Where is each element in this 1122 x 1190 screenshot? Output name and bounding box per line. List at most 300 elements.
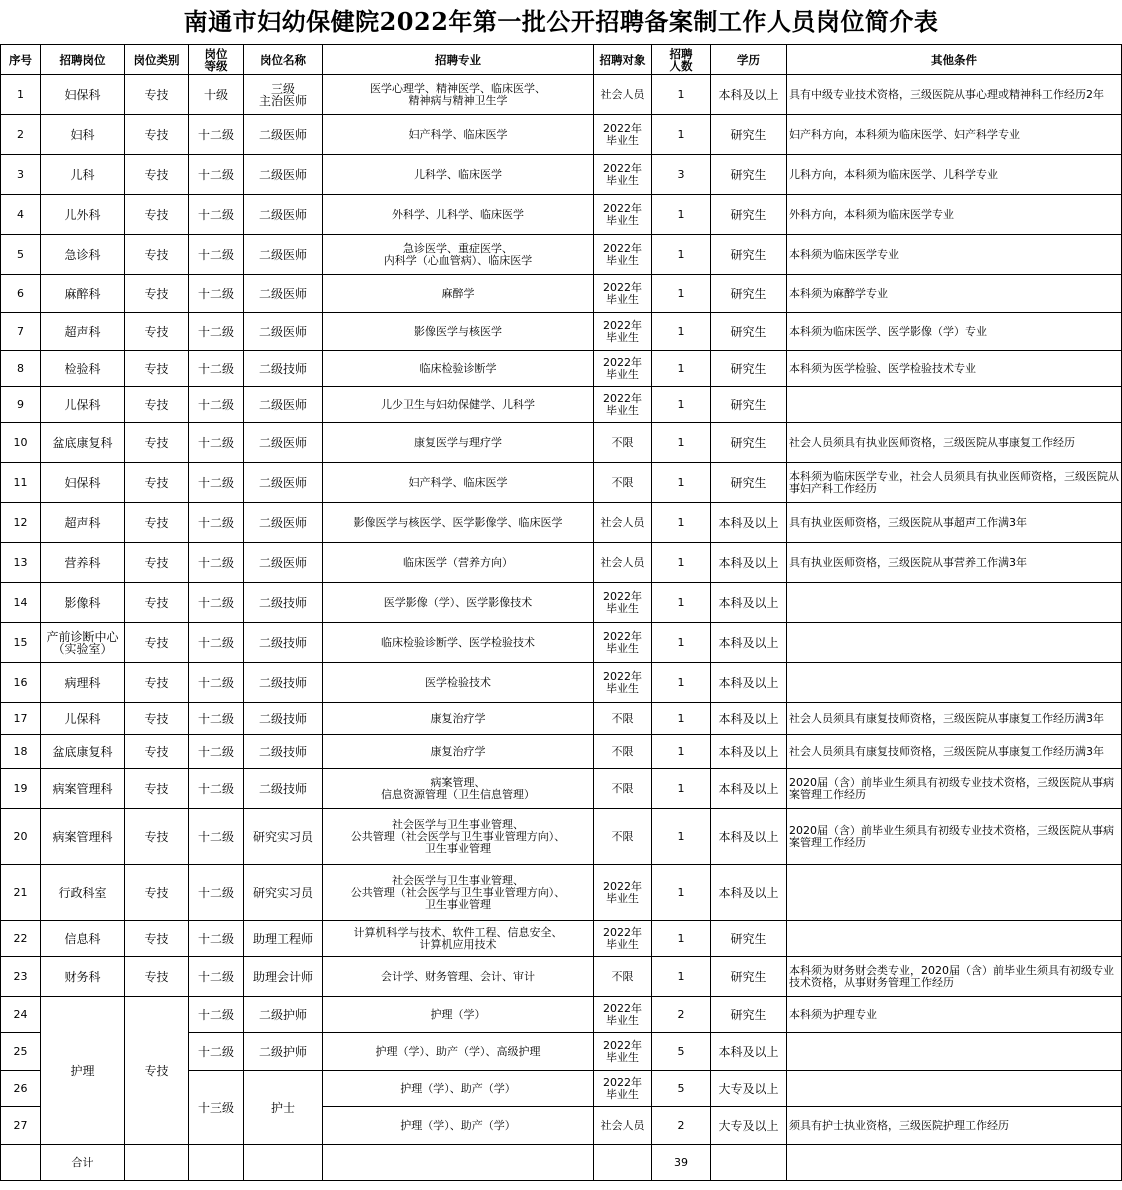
- row-post-name: 研究实习员: [244, 809, 323, 865]
- row-conditions: [787, 623, 1122, 663]
- row-level: 十二级: [189, 423, 244, 463]
- row-target: 不限: [594, 957, 652, 997]
- row-conditions: 具有中级专业技术资格，三级医院从事心理或精神科工作经历2年: [787, 75, 1122, 115]
- row-conditions: [787, 865, 1122, 921]
- row-no: 1: [1, 75, 41, 115]
- row-category: 专技: [125, 313, 189, 351]
- row-education: 本科及以上: [711, 503, 787, 543]
- total-empty-cell: [125, 1145, 189, 1181]
- row-major: 临床检验诊断学、医学检验技术: [323, 623, 594, 663]
- row-conditions: 具有执业医师资格，三级医院从事超声工作满3年: [787, 503, 1122, 543]
- row-major: 康复治疗学: [323, 703, 594, 735]
- row-category: 专技: [125, 865, 189, 921]
- row-conditions: 具有执业医师资格，三级医院从事营养工作满3年: [787, 543, 1122, 583]
- row-count: 3: [652, 155, 711, 195]
- row-post: 盆底康复科: [41, 735, 125, 769]
- row-education: 研究生: [711, 957, 787, 997]
- row-no: 23: [1, 957, 41, 997]
- row-count: 1: [652, 115, 711, 155]
- total-empty-cell: [189, 1145, 244, 1181]
- header-target: 招聘对象: [594, 45, 652, 75]
- page-title: 南通市妇幼保健院2022年第一批公开招聘备案制工作人员岗位简介表: [183, 7, 939, 36]
- row-count: 1: [652, 423, 711, 463]
- row-post: 妇保科: [41, 463, 125, 503]
- row-education: 研究生: [711, 195, 787, 235]
- row-major: 临床医学（营养方向）: [323, 543, 594, 583]
- row-count: 1: [652, 351, 711, 387]
- row-major: 社会医学与卫生事业管理、 公共管理（社会医学与卫生事业管理方向）、 卫生事业管理: [323, 809, 594, 865]
- row-post-name: 助理工程师: [244, 921, 323, 957]
- row-education: 研究生: [711, 463, 787, 503]
- table-row: [1, 623, 1122, 663]
- row-level: 十二级: [189, 155, 244, 195]
- row-major: 会计学、财务管理、会计、审计: [323, 957, 594, 997]
- row-no: 15: [1, 623, 41, 663]
- row-major: 儿科学、临床医学: [323, 155, 594, 195]
- row-post: 麻醉科: [41, 275, 125, 313]
- row-post-name: 二级技师: [244, 769, 323, 809]
- table-row: [1, 351, 1122, 387]
- row-category: 专技: [125, 75, 189, 115]
- row-target: 社会人员: [594, 503, 652, 543]
- row-no: 8: [1, 351, 41, 387]
- row-post-name: 二级医师: [244, 423, 323, 463]
- row-post-name: 二级技师: [244, 583, 323, 623]
- row-education: 研究生: [711, 997, 787, 1033]
- row-no: 17: [1, 703, 41, 735]
- row-category: 专技: [125, 809, 189, 865]
- row-count: 1: [652, 663, 711, 703]
- table-row: [1, 503, 1122, 543]
- table-row: [1, 769, 1122, 809]
- row-count: 1: [652, 235, 711, 275]
- header-education: 学历: [711, 45, 787, 75]
- row-count: 5: [652, 1033, 711, 1071]
- row-major: 医学检验技术: [323, 663, 594, 703]
- row-post: 儿外科: [41, 195, 125, 235]
- row-post: 妇保科: [41, 75, 125, 115]
- row-education: 研究生: [711, 115, 787, 155]
- row-level: 十二级: [189, 735, 244, 769]
- row-post-name: 二级医师: [244, 387, 323, 423]
- row-category: 专技: [125, 463, 189, 503]
- table-row: [1, 735, 1122, 769]
- table-row: [1, 583, 1122, 623]
- recruitment-table: [0, 44, 1122, 1181]
- row-level: 十二级: [189, 623, 244, 663]
- row-post-name: 助理会计师: [244, 957, 323, 997]
- row-no: 9: [1, 387, 41, 423]
- row-target: 社会人员: [594, 75, 652, 115]
- row-education: 研究生: [711, 423, 787, 463]
- row-post-name: 二级医师: [244, 235, 323, 275]
- row-post: 儿保科: [41, 387, 125, 423]
- row-post: 行政科室: [41, 865, 125, 921]
- row-major: 护理（学）、助产（学）: [323, 1107, 594, 1145]
- row-no: 5: [1, 235, 41, 275]
- row-major: 护理（学）、助产（学）: [323, 1071, 594, 1107]
- row-post-name: 二级医师: [244, 115, 323, 155]
- row-education: 本科及以上: [711, 703, 787, 735]
- row-major: 妇产科学、临床医学: [323, 115, 594, 155]
- row-post: 产前诊断中心 （实验室）: [41, 623, 125, 663]
- table-row: [1, 865, 1122, 921]
- header-level: 岗位 等级: [189, 45, 244, 75]
- row-target: 不限: [594, 735, 652, 769]
- row-post: 营养科: [41, 543, 125, 583]
- row-level: 十二级: [189, 235, 244, 275]
- row-conditions: [787, 1071, 1122, 1107]
- row-conditions: [787, 387, 1122, 423]
- row-post: 病理科: [41, 663, 125, 703]
- row-post-name: 二级护师: [244, 997, 323, 1033]
- nursing-category: 专技: [125, 997, 189, 1145]
- row-level: 十二级: [189, 957, 244, 997]
- row-target: 2022年 毕业生: [594, 115, 652, 155]
- table-row: [1, 115, 1122, 155]
- row-post-name: 研究实习员: [244, 865, 323, 921]
- row-major: 医学心理学、精神医学、临床医学、 精神病与精神卫生学: [323, 75, 594, 115]
- row-count: 1: [652, 387, 711, 423]
- row-post-name: 二级技师: [244, 623, 323, 663]
- table-row: [1, 195, 1122, 235]
- row-target: 不限: [594, 423, 652, 463]
- row-major: 社会医学与卫生事业管理、 公共管理（社会医学与卫生事业管理方向）、 卫生事业管理: [323, 865, 594, 921]
- row-target: 2022年 毕业生: [594, 921, 652, 957]
- row-conditions: 社会人员须具有康复技师资格，三级医院从事康复工作经历满3年: [787, 703, 1122, 735]
- row-level: 十二级: [189, 921, 244, 957]
- row-category: 专技: [125, 735, 189, 769]
- row-category: 专技: [125, 957, 189, 997]
- row-major: 康复医学与理疗学: [323, 423, 594, 463]
- row-major: 影像医学与核医学、医学影像学、临床医学: [323, 503, 594, 543]
- row-major: 医学影像（学）、医学影像技术: [323, 583, 594, 623]
- row-target: 2022年 毕业生: [594, 663, 652, 703]
- table-row: [1, 313, 1122, 351]
- row-education: 研究生: [711, 155, 787, 195]
- row-education: 本科及以上: [711, 735, 787, 769]
- header-no: 序号: [1, 45, 41, 75]
- row-education: 大专及以上: [711, 1071, 787, 1107]
- row-conditions: 本科须为临床医学专业，社会人员须具有执业医师资格，三级医院从事妇产科工作经历: [787, 463, 1122, 503]
- nursing-level: 十三级: [189, 1071, 244, 1145]
- row-post-name: 二级医师: [244, 275, 323, 313]
- row-category: 专技: [125, 921, 189, 957]
- row-target: 2022年 毕业生: [594, 235, 652, 275]
- row-target: 不限: [594, 703, 652, 735]
- header-major: 招聘专业: [323, 45, 594, 75]
- row-post-name: 二级医师: [244, 155, 323, 195]
- row-count: 1: [652, 703, 711, 735]
- row-level: 十二级: [189, 351, 244, 387]
- row-no: 4: [1, 195, 41, 235]
- row-major: 妇产科学、临床医学: [323, 463, 594, 503]
- row-education: 研究生: [711, 387, 787, 423]
- row-no: 26: [1, 1071, 41, 1107]
- row-target: 不限: [594, 463, 652, 503]
- row-count: 1: [652, 275, 711, 313]
- total-empty-cell: [711, 1145, 787, 1181]
- row-target: 2022年 毕业生: [594, 155, 652, 195]
- row-conditions: 社会人员须具有执业医师资格，三级医院从事康复工作经历: [787, 423, 1122, 463]
- total-empty-cell: [244, 1145, 323, 1181]
- row-post: 妇科: [41, 115, 125, 155]
- row-level: 十二级: [189, 195, 244, 235]
- row-no: 18: [1, 735, 41, 769]
- row-conditions: [787, 1033, 1122, 1071]
- row-conditions: 2020届（含）前毕业生须具有初级专业技术资格，三级医院从事病案管理工作经历: [787, 809, 1122, 865]
- table-row: [1, 921, 1122, 957]
- header-count: 招聘 人数: [652, 45, 711, 75]
- row-conditions: 外科方向，本科须为临床医学专业: [787, 195, 1122, 235]
- row-level: 十二级: [189, 115, 244, 155]
- row-no: 16: [1, 663, 41, 703]
- row-post-name: 二级医师: [244, 195, 323, 235]
- row-post: 信息科: [41, 921, 125, 957]
- row-post: 急诊科: [41, 235, 125, 275]
- row-education: 大专及以上: [711, 1107, 787, 1145]
- row-level: 十二级: [189, 703, 244, 735]
- row-education: 本科及以上: [711, 865, 787, 921]
- table-row: [1, 155, 1122, 195]
- row-post-name: 二级技师: [244, 351, 323, 387]
- row-post: 超声科: [41, 313, 125, 351]
- row-count: 1: [652, 463, 711, 503]
- table-row: [1, 423, 1122, 463]
- total-empty-cell: [323, 1145, 594, 1181]
- row-target: 社会人员: [594, 543, 652, 583]
- table-row: [1, 275, 1122, 313]
- row-education: 本科及以上: [711, 809, 787, 865]
- row-target: 2022年 毕业生: [594, 1071, 652, 1107]
- row-major: 护理（学）: [323, 997, 594, 1033]
- row-level: 十二级: [189, 1033, 244, 1071]
- row-no: 22: [1, 921, 41, 957]
- nursing-post-name: 护士: [244, 1071, 323, 1145]
- row-target: 不限: [594, 769, 652, 809]
- row-no: 20: [1, 809, 41, 865]
- row-count: 1: [652, 75, 711, 115]
- row-conditions: 本科须为护理专业: [787, 997, 1122, 1033]
- row-level: 十二级: [189, 503, 244, 543]
- row-major: 计算机科学与技术、软件工程、信息安全、 计算机应用技术: [323, 921, 594, 957]
- row-level: 十二级: [189, 463, 244, 503]
- row-count: 1: [652, 623, 711, 663]
- table-row: [1, 543, 1122, 583]
- row-no: 24: [1, 997, 41, 1033]
- row-education: 研究生: [711, 921, 787, 957]
- row-conditions: 社会人员须具有康复技师资格，三级医院从事康复工作经历满3年: [787, 735, 1122, 769]
- row-category: 专技: [125, 423, 189, 463]
- row-target: 2022年 毕业生: [594, 1033, 652, 1071]
- table-row: [1, 463, 1122, 503]
- row-post-name: 二级护师: [244, 1033, 323, 1071]
- row-category: 专技: [125, 503, 189, 543]
- row-no: 12: [1, 503, 41, 543]
- row-target: 2022年 毕业生: [594, 275, 652, 313]
- row-education: 本科及以上: [711, 583, 787, 623]
- row-post: 影像科: [41, 583, 125, 623]
- row-level: 十二级: [189, 583, 244, 623]
- row-education: 研究生: [711, 351, 787, 387]
- row-post: 超声科: [41, 503, 125, 543]
- table-row: [1, 997, 1122, 1033]
- row-post: 儿保科: [41, 703, 125, 735]
- row-no: 2: [1, 115, 41, 155]
- row-level: 十二级: [189, 865, 244, 921]
- row-post: 儿科: [41, 155, 125, 195]
- row-no: 27: [1, 1107, 41, 1145]
- row-category: 专技: [125, 583, 189, 623]
- row-target: 2022年 毕业生: [594, 313, 652, 351]
- row-category: 专技: [125, 115, 189, 155]
- row-major: 康复治疗学: [323, 735, 594, 769]
- row-conditions: 本科须为临床医学专业: [787, 235, 1122, 275]
- row-post: 病案管理科: [41, 809, 125, 865]
- row-education: 本科及以上: [711, 623, 787, 663]
- total-count: 39: [652, 1145, 711, 1181]
- row-level: 十二级: [189, 663, 244, 703]
- row-post-name: 三级 主治医师: [244, 75, 323, 115]
- row-category: 专技: [125, 195, 189, 235]
- row-major: 影像医学与核医学: [323, 313, 594, 351]
- row-conditions: [787, 583, 1122, 623]
- row-category: 专技: [125, 235, 189, 275]
- row-target: 2022年 毕业生: [594, 387, 652, 423]
- table-header-row: [1, 45, 1122, 75]
- table-row: [1, 957, 1122, 997]
- row-target: 不限: [594, 809, 652, 865]
- row-education: 研究生: [711, 235, 787, 275]
- row-conditions: 儿科方向，本科须为临床医学、儿科学专业: [787, 155, 1122, 195]
- row-conditions: 2020届（含）前毕业生须具有初级专业技术资格，三级医院从事病案管理工作经历: [787, 769, 1122, 809]
- row-education: 本科及以上: [711, 543, 787, 583]
- row-conditions: 本科须为医学检验、医学检验技术专业: [787, 351, 1122, 387]
- row-no: 10: [1, 423, 41, 463]
- row-post-name: 二级医师: [244, 503, 323, 543]
- nursing-post: 护理: [41, 997, 125, 1145]
- row-count: 1: [652, 769, 711, 809]
- row-target: 2022年 毕业生: [594, 623, 652, 663]
- row-post: 财务科: [41, 957, 125, 997]
- header-conditions: 其他条件: [787, 45, 1122, 75]
- row-no: 19: [1, 769, 41, 809]
- row-post-name: 二级医师: [244, 463, 323, 503]
- row-education: 本科及以上: [711, 75, 787, 115]
- row-major: 临床检验诊断学: [323, 351, 594, 387]
- row-conditions: 须具有护士执业资格，三级医院护理工作经历: [787, 1107, 1122, 1145]
- row-category: 专技: [125, 275, 189, 313]
- row-category: 专技: [125, 543, 189, 583]
- row-post: 检验科: [41, 351, 125, 387]
- row-category: 专技: [125, 663, 189, 703]
- row-count: 1: [652, 543, 711, 583]
- header-post: 招聘岗位: [41, 45, 125, 75]
- row-education: 本科及以上: [711, 769, 787, 809]
- row-education: 研究生: [711, 275, 787, 313]
- header-category: 岗位类别: [125, 45, 189, 75]
- row-conditions: [787, 663, 1122, 703]
- row-level: 十二级: [189, 997, 244, 1033]
- row-category: 专技: [125, 351, 189, 387]
- row-count: 1: [652, 957, 711, 997]
- row-post-name: 二级技师: [244, 663, 323, 703]
- row-conditions: 本科须为财务财会类专业，2020届（含）前毕业生须具有初级专业技术资格，从事财务管理工作经历: [787, 957, 1122, 997]
- row-major: 急诊医学、重症医学、 内科学（心血管病）、临床医学: [323, 235, 594, 275]
- row-post-name: 二级医师: [244, 313, 323, 351]
- row-target: 2022年 毕业生: [594, 865, 652, 921]
- row-conditions: [787, 921, 1122, 957]
- row-category: 专技: [125, 769, 189, 809]
- table-row: [1, 75, 1122, 115]
- row-count: 2: [652, 1107, 711, 1145]
- row-level: 十二级: [189, 313, 244, 351]
- row-target: 2022年 毕业生: [594, 351, 652, 387]
- row-count: 1: [652, 735, 711, 769]
- row-category: 专技: [125, 155, 189, 195]
- total-empty-cell: [1, 1145, 41, 1181]
- row-count: 1: [652, 865, 711, 921]
- row-post-name: 二级医师: [244, 543, 323, 583]
- row-no: 7: [1, 313, 41, 351]
- table-row: [1, 235, 1122, 275]
- row-no: 11: [1, 463, 41, 503]
- row-category: 专技: [125, 623, 189, 663]
- row-conditions: 本科须为麻醉学专业: [787, 275, 1122, 313]
- row-education: 本科及以上: [711, 663, 787, 703]
- row-post: 盆底康复科: [41, 423, 125, 463]
- table-body: [1, 75, 1122, 1181]
- row-major: 病案管理、 信息资源管理（卫生信息管理）: [323, 769, 594, 809]
- total-empty-cell: [594, 1145, 652, 1181]
- row-target: 2022年 毕业生: [594, 195, 652, 235]
- row-education: 研究生: [711, 313, 787, 351]
- row-no: 25: [1, 1033, 41, 1071]
- table-row: [1, 663, 1122, 703]
- table-row: [1, 703, 1122, 735]
- row-count: 1: [652, 313, 711, 351]
- header-post-name: 岗位名称: [244, 45, 323, 75]
- row-level: 十二级: [189, 275, 244, 313]
- row-major: 外科学、儿科学、临床医学: [323, 195, 594, 235]
- table-row: [1, 809, 1122, 865]
- row-count: 5: [652, 1071, 711, 1107]
- row-conditions: 本科须为临床医学、医学影像（学）专业: [787, 313, 1122, 351]
- row-count: 1: [652, 195, 711, 235]
- row-no: 14: [1, 583, 41, 623]
- row-major: 儿少卫生与妇幼保健学、儿科学: [323, 387, 594, 423]
- row-category: 专技: [125, 703, 189, 735]
- row-level: 十级: [189, 75, 244, 115]
- total-label: 合计: [41, 1145, 125, 1181]
- total-empty-cell: [787, 1145, 1122, 1181]
- table-row: [1, 387, 1122, 423]
- total-row: [1, 1145, 1122, 1181]
- row-count: 1: [652, 583, 711, 623]
- row-education: 本科及以上: [711, 1033, 787, 1071]
- row-count: 1: [652, 809, 711, 865]
- row-no: 13: [1, 543, 41, 583]
- row-count: 1: [652, 921, 711, 957]
- row-no: 3: [1, 155, 41, 195]
- row-target: 2022年 毕业生: [594, 997, 652, 1033]
- row-level: 十二级: [189, 809, 244, 865]
- row-major: 护理（学）、助产（学）、高级护理: [323, 1033, 594, 1071]
- row-post: 病案管理科: [41, 769, 125, 809]
- row-level: 十二级: [189, 387, 244, 423]
- row-post-name: 二级技师: [244, 735, 323, 769]
- row-target: 社会人员: [594, 1107, 652, 1145]
